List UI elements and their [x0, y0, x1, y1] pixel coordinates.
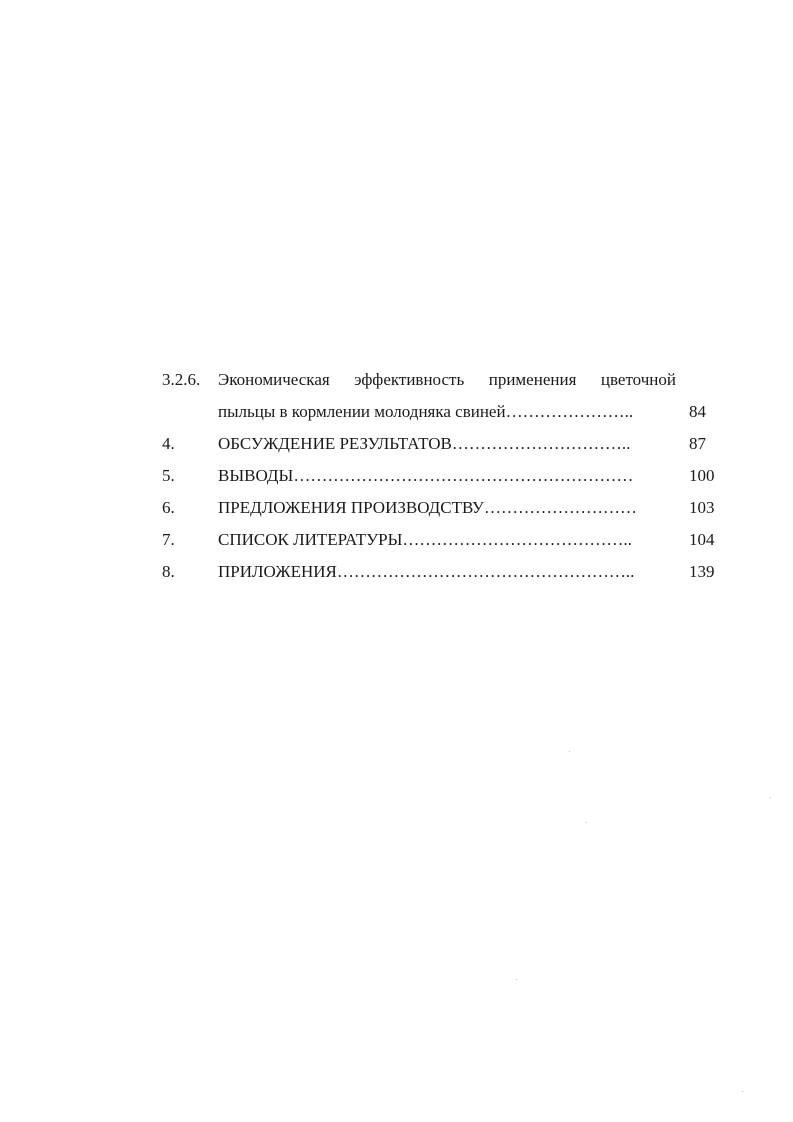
toc-entry-page: 84 — [689, 402, 706, 421]
toc-entry-title: ВЫВОДЫ…………………………………………………… — [218, 466, 634, 485]
toc-entry-5 — [162, 460, 722, 492]
scan-speck — [516, 979, 517, 980]
scan-speck — [569, 751, 570, 752]
toc-entry-page: 103 — [689, 498, 715, 517]
toc-entry-page: 139 — [689, 562, 715, 581]
table-of-contents — [162, 364, 722, 588]
toc-entry-number: 4. — [162, 434, 175, 453]
toc-entry-page: 104 — [689, 530, 715, 549]
scan-speck — [742, 1091, 743, 1092]
scan-speck — [770, 797, 771, 798]
toc-entry-8 — [162, 556, 722, 588]
toc-entry-title: Экономическая эффективность применения цветочной — [218, 370, 676, 389]
toc-entry-4 — [162, 428, 722, 460]
scan-speck — [586, 822, 587, 823]
toc-entry-number: 5. — [162, 466, 175, 485]
toc-entry-number: 3.2.6. — [162, 370, 201, 389]
toc-entry-3-2-6-line-1 — [162, 364, 722, 396]
toc-entry-title: ПРИЛОЖЕНИЯ…………………………………………….. — [218, 562, 635, 581]
toc-entry-number: 8. — [162, 562, 175, 581]
toc-entry-page: 100 — [689, 466, 715, 485]
toc-entry-title: ПРЕДЛОЖЕНИЯ ПРОИЗВОДСТВУ……………………… — [218, 498, 637, 517]
toc-entry-6 — [162, 492, 722, 524]
toc-entry-title: ОБСУЖДЕНИЕ РЕЗУЛЬТАТОВ………………………….. — [218, 434, 631, 453]
toc-entry-number: 7. — [162, 530, 175, 549]
toc-entry-title-continuation: пыльцы в кормлении молодняка свиней………………….. — [218, 402, 634, 421]
toc-entry-3-2-6-line-2 — [162, 396, 722, 428]
toc-entry-7 — [162, 524, 722, 556]
toc-entry-number: 6. — [162, 498, 175, 517]
toc-entry-title: СПИСОК ЛИТЕРАТУРЫ………………………………….. — [218, 530, 632, 549]
toc-entry-page: 87 — [689, 434, 706, 453]
